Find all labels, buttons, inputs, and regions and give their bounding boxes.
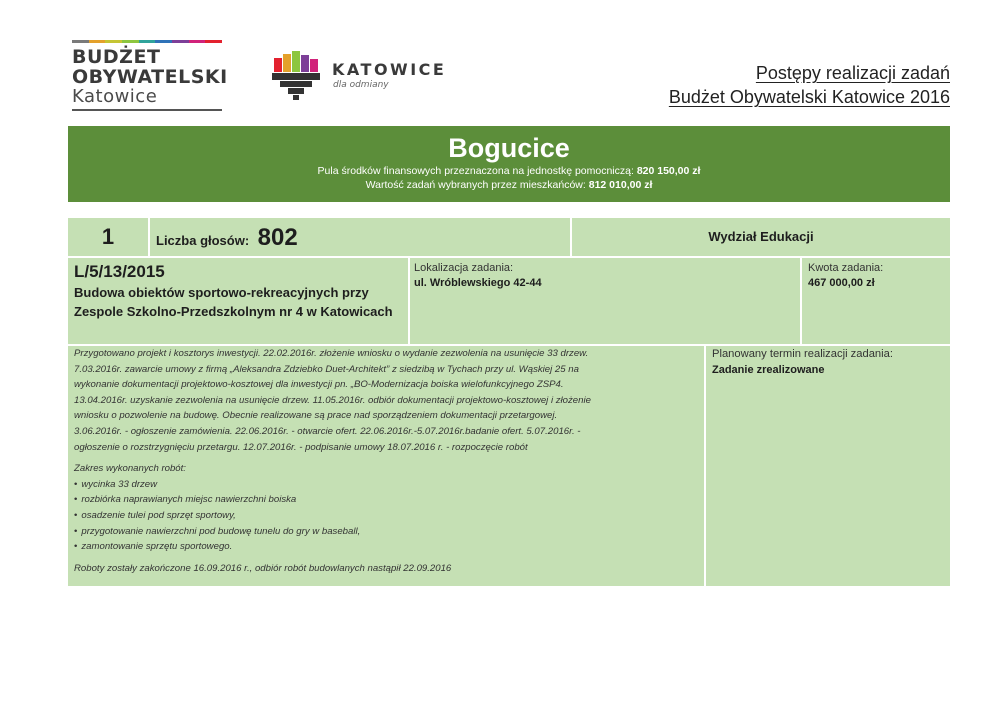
amount-value: 467 000,00 zł <box>808 277 875 289</box>
logo-line-1: BUDŻET <box>72 46 161 68</box>
votes-value: 802 <box>257 224 298 251</box>
document-title-line-1: Postępy realizacji zadań <box>755 63 950 83</box>
pool-line <box>68 164 950 178</box>
completion-text: Roboty zostały zakończone 16.09.2016 r., odbiór robót budowlanych nastąpił 22.09.2016 <box>74 562 452 574</box>
scope-list <box>74 477 698 555</box>
logo-color-segment <box>205 40 222 43</box>
logo-color-segment <box>72 40 89 43</box>
budzet-obywatelski-logo <box>72 40 228 111</box>
selected-line <box>68 178 950 192</box>
progress-line: ogłoszenie o rozstrzygnięciu przetargu. 12.07.2016r. - podpisanie umowy 18.07.2016 r. - rozpoczęcie robót <box>74 441 528 453</box>
term-label: Planowany termin realizacji zadania: <box>712 348 893 360</box>
scope-item: • zamontowanie sprzętu sportowego. <box>74 539 698 555</box>
logo-color-segment <box>89 40 106 43</box>
logo-color-segment <box>139 40 156 43</box>
task-title: Budowa obiektów sportowo-rekreacyjnych przy Zespole Szkolno-Przedszkolnym nr 4 w Katowicach <box>74 285 393 319</box>
department: Wydział Edukacji <box>708 229 814 244</box>
katowice-name: KATOWICE <box>332 60 447 79</box>
logo-color-segment <box>105 40 122 43</box>
scope-label: Zakres wykonanych robót: <box>74 463 186 475</box>
scope-item: • osadzenie tulei pod sprzęt sportowy, <box>74 508 698 524</box>
progress-text <box>74 346 698 455</box>
district-banner <box>68 126 950 202</box>
location-value: ul. Wróblewskiego 42-44 <box>414 277 542 289</box>
votes-cell <box>150 218 570 256</box>
task-code: L/5/13/2015 <box>74 262 165 281</box>
logo-color-segment <box>189 40 206 43</box>
selected-value: 812 010,00 zł <box>588 179 653 191</box>
logo-line-2: OBYWATELSKI <box>72 66 228 88</box>
selected-label: Wartość zadań wybranych przez mieszkańców: <box>365 179 586 191</box>
term-cell <box>706 346 950 586</box>
progress-line: wniosku o pozwolenie na budowę. Obecnie realizowane są prace nad sporządzeniem dokumentacji przetargowej. <box>74 410 558 422</box>
logo-underline <box>72 109 222 111</box>
scope-item: • przygotowanie nawierzchni pod budowę tunelu do gry w baseball, <box>74 524 698 540</box>
task-code-cell <box>68 258 408 344</box>
progress-line: Przygotowano projekt i kosztorys inwestycji. 22.02.2016r. złożenie wniosku o wydanie zezwolenia na usunięcie 33 drzew. <box>74 348 589 359</box>
progress-line: 7.03.2016r. zawarcie umowy z firmą „Aleksandra Zdziebko Duet-Architekt” z siedzibą w Tychach przy ul. Wąskiej 25 na <box>74 363 579 375</box>
pool-label: Pula środków finansowych przeznaczona na jednostkę pomocniczą: <box>317 165 634 177</box>
progress-line: wykonanie dokumentacji projektowo-kosztowej dla inwestycji pn. „BO-Modernizacja boiska wielofunkcyjnego ZSP4. <box>74 379 564 391</box>
katowice-emblem-icon <box>270 50 328 102</box>
logo-color-bar <box>72 40 222 43</box>
logo-line-3: Katowice <box>72 86 158 107</box>
logo-color-segment <box>172 40 189 43</box>
task-card <box>68 218 950 586</box>
votes-label: Liczba głosów: <box>156 233 250 248</box>
location-label: Lokalizacja zadania: <box>414 262 514 274</box>
scope-item: • wycinka 33 drzew <box>74 477 698 493</box>
katowice-logo <box>270 50 445 102</box>
logo-color-segment <box>122 40 139 43</box>
progress-line: 13.04.2016r. uzyskanie zezwolenia na usunięcie drzew. 11.05.2016r. odbiór dokumentacji projektowo-kosztowej i złożenie <box>74 394 591 406</box>
term-value: Zadanie zrealizowane <box>712 364 825 376</box>
progress-description <box>68 346 704 586</box>
task-number: 1 <box>101 224 115 249</box>
amount-cell <box>802 258 950 344</box>
document-title-line-2: Budżet Obywatelski Katowice 2016 <box>668 87 950 107</box>
logo-color-segment <box>155 40 172 43</box>
katowice-tagline: dla odmiany <box>333 80 389 90</box>
pool-value: 820 150,00 zł <box>636 165 701 177</box>
document-title <box>669 61 950 109</box>
district-name: Bogucice <box>448 133 570 163</box>
scope-item: • rozbiórka naprawianych miejsc nawierzchni boiska <box>74 492 698 508</box>
progress-line: 3.06.2016r. - ogłoszenie zamówienia. 22.06.2016r. - otwarcie ofert. 22.06.2016r.-5.07.2016r.badanie ofert. 5.07.2016r. - <box>74 425 581 437</box>
amount-label: Kwota zadania: <box>808 262 884 274</box>
location-cell <box>410 258 800 344</box>
